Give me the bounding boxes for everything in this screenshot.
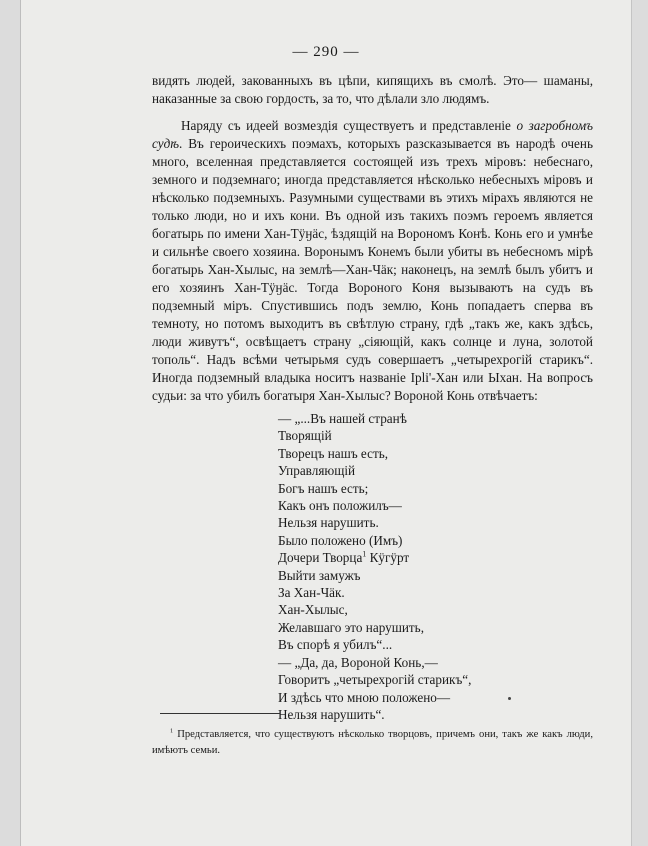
- poem-line: Въ спорѣ я убилъ“...: [278, 637, 393, 653]
- poem-line: Выйти замужъ: [278, 567, 361, 583]
- poem-line: Богъ нашъ есть;: [278, 480, 369, 496]
- poem-line: И здѣсь что мною положено—: [278, 689, 451, 705]
- footnote: [152, 727, 593, 759]
- poem-line: Творящій: [278, 428, 332, 444]
- poem-line: Говоритъ „четырехрогій старикъ“,: [278, 672, 472, 688]
- poem-line: Какъ онъ положилъ—: [278, 498, 402, 514]
- poem-line: Было положено (Имъ): [278, 532, 403, 548]
- paper-speck: [508, 697, 511, 700]
- footnote-divider: [160, 713, 280, 714]
- poem-line: Нельзя нарушить“.: [278, 706, 385, 722]
- poem-line: Творецъ нашъ есть,: [278, 445, 389, 461]
- poem-line: Хан-Хылыс,: [278, 602, 348, 618]
- poem-line: Дочери Творца$^1$ Кӱгӱрт: [278, 549, 410, 566]
- paragraph-2-italic: о загробномъ судѣ: [152, 118, 593, 151]
- poem-line: — „Да, да, Вороной Конь,—: [278, 654, 438, 670]
- paragraph-2: [152, 117, 593, 405]
- poem: [278, 410, 471, 723]
- main-text: [152, 72, 593, 405]
- poem-line-tail: Кӱгӱрт: [366, 550, 410, 566]
- page-number: — 290 —: [292, 44, 360, 60]
- paragraph-2-rest: . Въ героическихъ поэмахъ, которыхъ разсказывается въ народѣ очень много, вселенная представляется состоящей изъ трехъ міровъ: небеснаго, земного и подземнаго; иногда представляется нѣсколько небесныхъ міровъ и нѣсколько подземныхъ. Разумными существами въ этихъ мірахъ являются не только люди, но и ихъ кони. Въ одной изъ такихъ поэмъ героемъ является богатырь по имени Хан-Тӱӈäс, ѣздящій на Ворономъ Конѣ. Конь его и умнѣе и сильнѣе своего хозяина. Воронымъ Конемъ были убиты въ небесномъ мірѣ богатырь Хан-Хылыс, на землѣ—Хан-Чäк; наконецъ, на землѣ былъ убитъ и его хозяинъ Хан-Тӱӈäс. Тогда Вороного Коня вызываютъ на судъ въ подземный міръ. Спустившись подъ землю, Конь попадаетъ сперва въ темноту, но потомъ выходитъ въ свѣтлую страну, гдѣ „такъ же, какъ здѣсь, люди живутъ“, освѣщаетъ страну „сіяющій, какъ солнце и луна, золотой тополь“. Надъ всѣми четырьмя судъ совершаетъ „четырехрогій старикъ“. Иногда подземный владыка носитъ названіе Ірlі'-Хан или Ыхан. На вопросъ судьи: за что убилъ богатыря Хан-Хылыс? Вороной Конь отвѣчаетъ:: [152, 136, 593, 403]
- book-page: [20, 0, 632, 846]
- poem-line: — „...Въ нашей странѣ: [278, 411, 407, 426]
- footnote-marker: 1: [170, 727, 174, 735]
- poem-footnote-marker: 1: [362, 549, 367, 559]
- poem-line: Желавшаго это нарушить,: [278, 619, 424, 635]
- poem-line: За Хан-Чäк.: [278, 585, 345, 601]
- poem-line: Управляющій: [278, 463, 356, 479]
- poem-line: Нельзя нарушить.: [278, 515, 379, 531]
- footnote-text: Представляется, что существуютъ нѣсколько творцовъ, причемъ они, такъ же какъ люди, имѣютъ семьи.: [152, 729, 593, 756]
- paragraph-2-start: Наряду съ идеей возмездія существуетъ и представленіе: [181, 118, 517, 133]
- paragraph-1: видять людей, закованныхъ въ цѣпи, кипящихъ въ смолѣ. Это— шаманы, наказанные за свою гордость, за то, что дѣлали зло людямъ.: [152, 73, 593, 106]
